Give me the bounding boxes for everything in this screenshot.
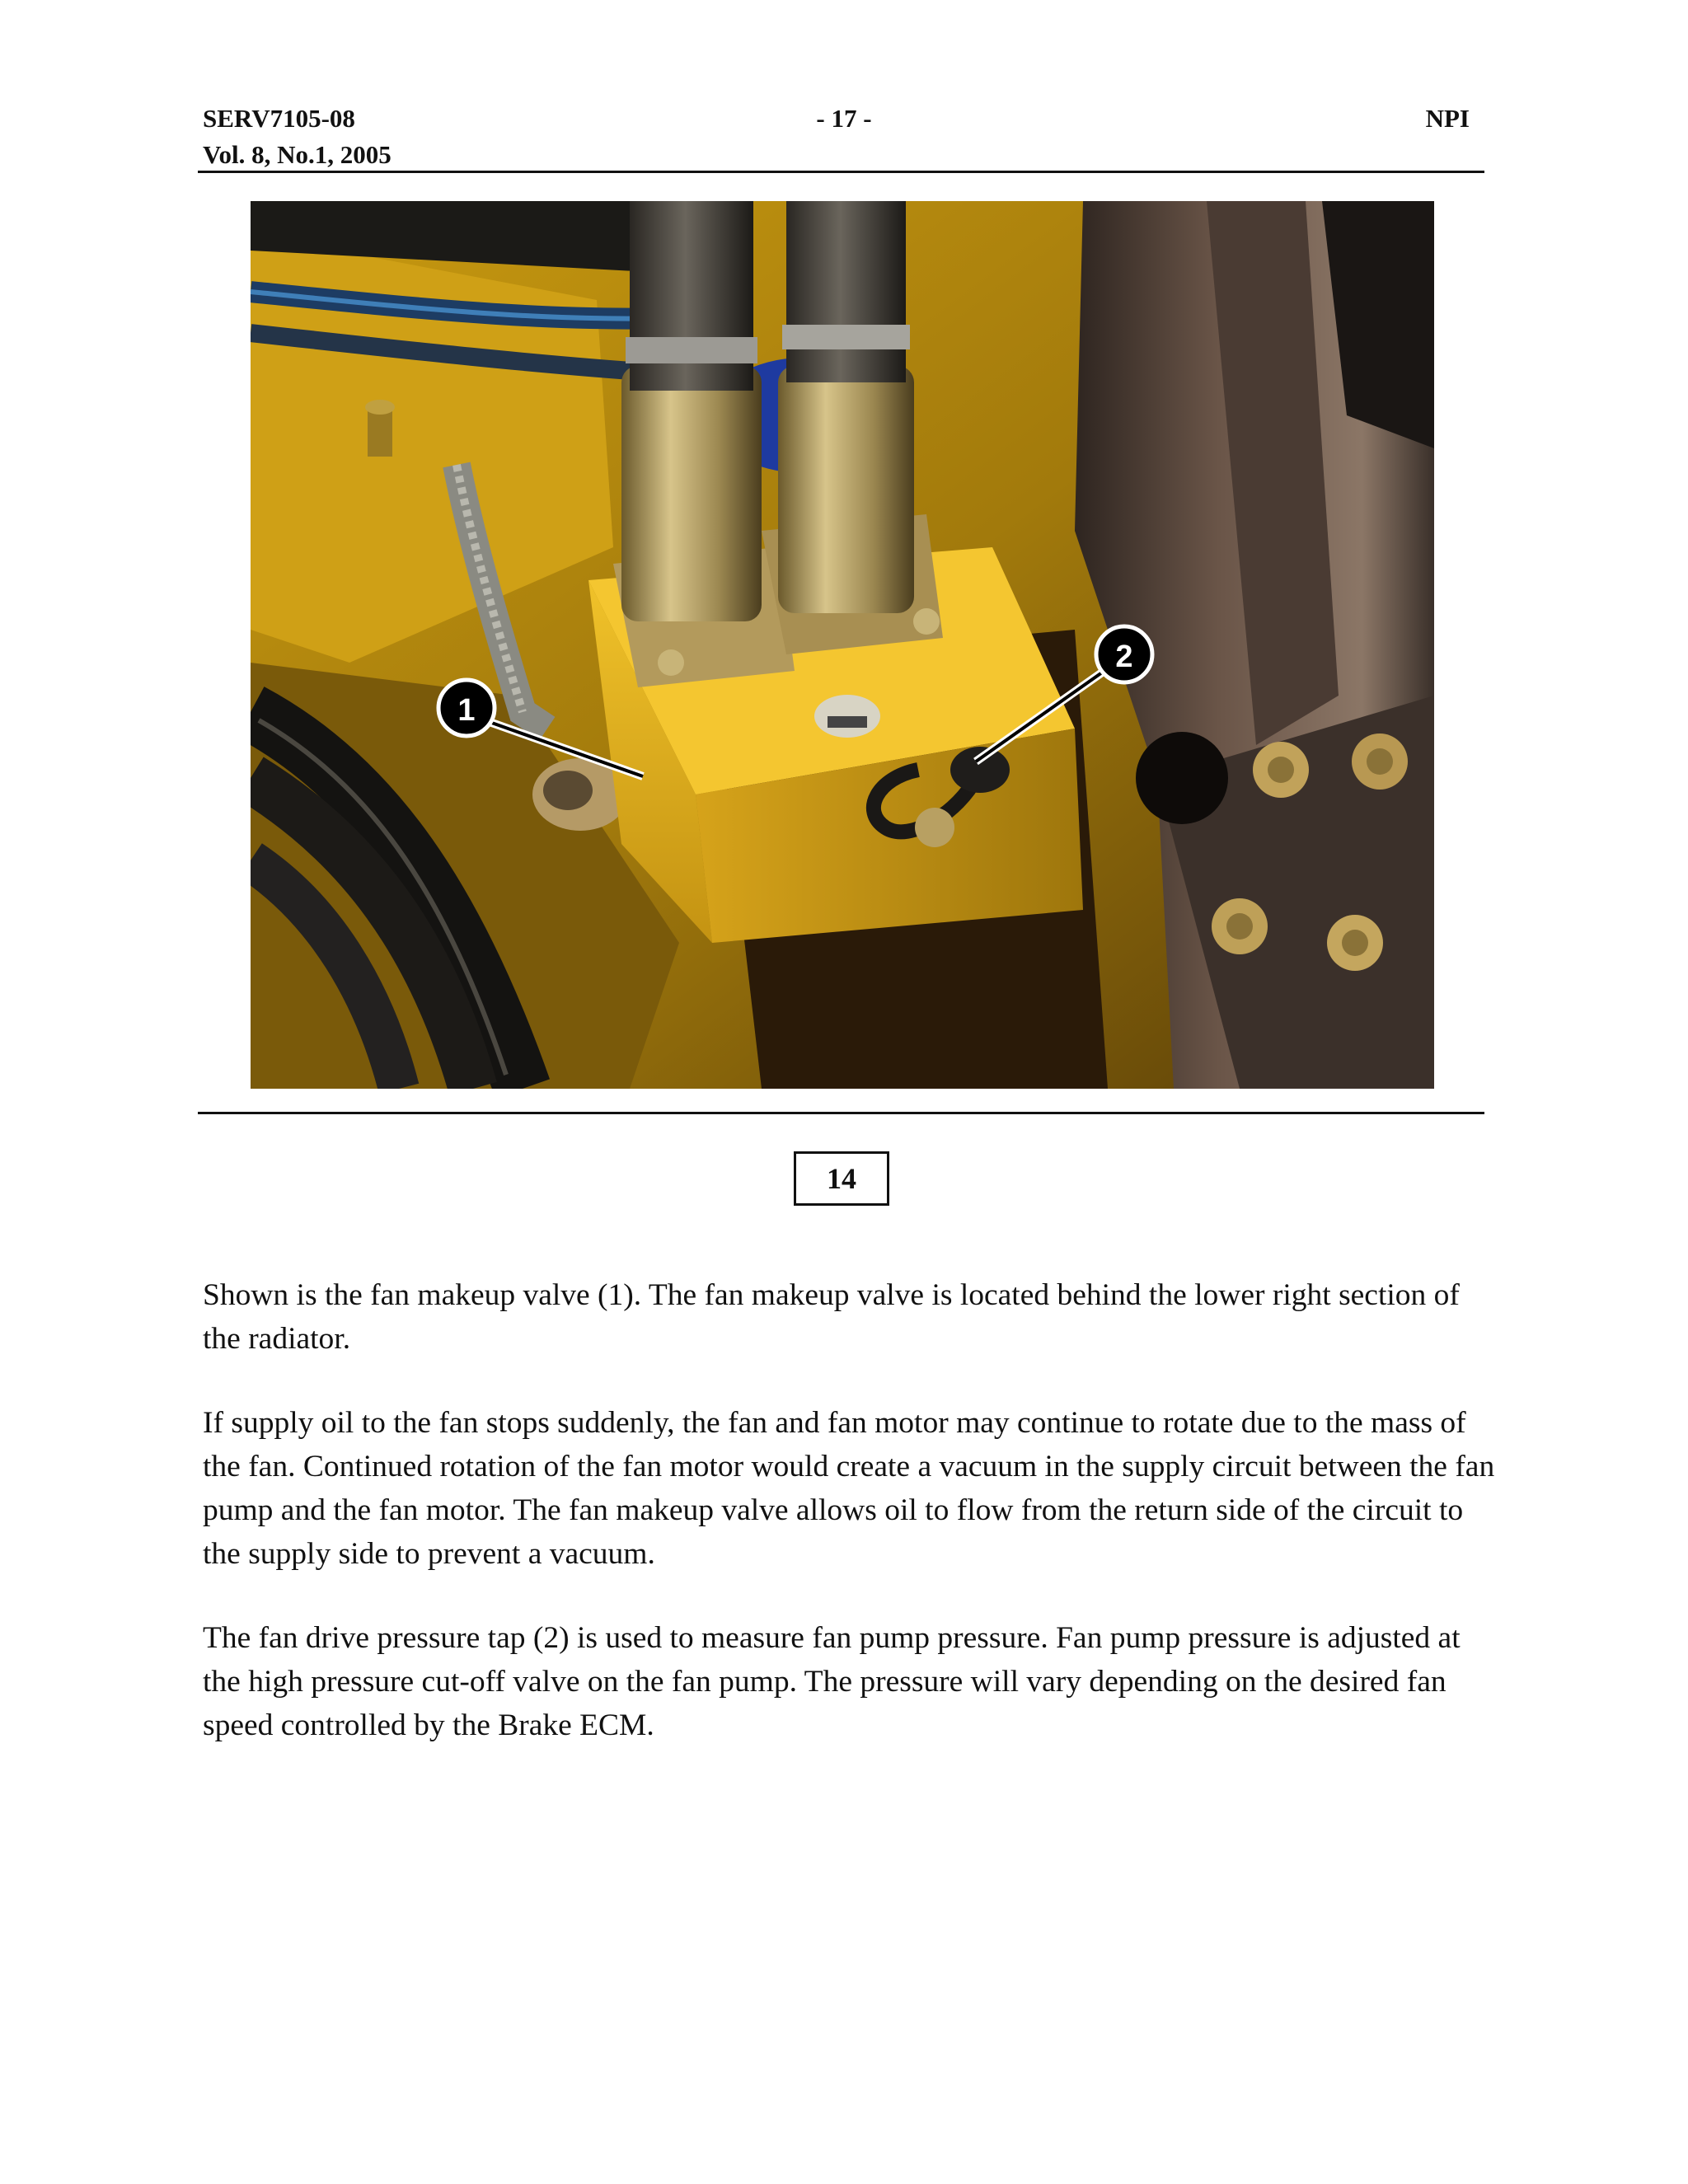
page-number: - 17 - xyxy=(816,104,872,133)
fan-makeup-valve-photo xyxy=(251,201,1434,1089)
figure-divider xyxy=(198,1112,1484,1114)
paragraph-3: The fan drive pressure tap (2) is used to measure fan pump pressure. Fan pump pressure is adjusted at the high pressure cut-off valve on the fan pump. The pressure will vary depending on the desired fan speed controlled by the Brake ECM. xyxy=(203,1621,1461,1742)
callout-2-label: 2 xyxy=(1115,640,1133,674)
body-text xyxy=(203,1273,1497,1788)
document-id: SERV7105-08 xyxy=(203,104,355,133)
callout-1 xyxy=(438,680,495,736)
header-divider xyxy=(198,171,1484,173)
slide-number-box: 14 xyxy=(794,1151,889,1206)
callout-2 xyxy=(1096,626,1152,682)
callout-1-label: 1 xyxy=(457,693,476,728)
paragraph-2: If supply oil to the fan stops suddenly, the fan and fan motor may continue to rotate due to the mass of the fan. Continued rotation of the fan motor would create a vacuum in the supply circuit between the fan pump and the fan motor. The fan makeup valve allows oil to flow from the return side of the circuit to the supply side to prevent a vacuum. xyxy=(203,1406,1495,1571)
volume-info: Vol. 8, No.1, 2005 xyxy=(203,140,392,169)
section-label: NPI xyxy=(1425,104,1470,133)
paragraph-1: Shown is the fan makeup valve (1). The fan makeup valve is located behind the lower right section of the radiator. xyxy=(203,1278,1460,1356)
